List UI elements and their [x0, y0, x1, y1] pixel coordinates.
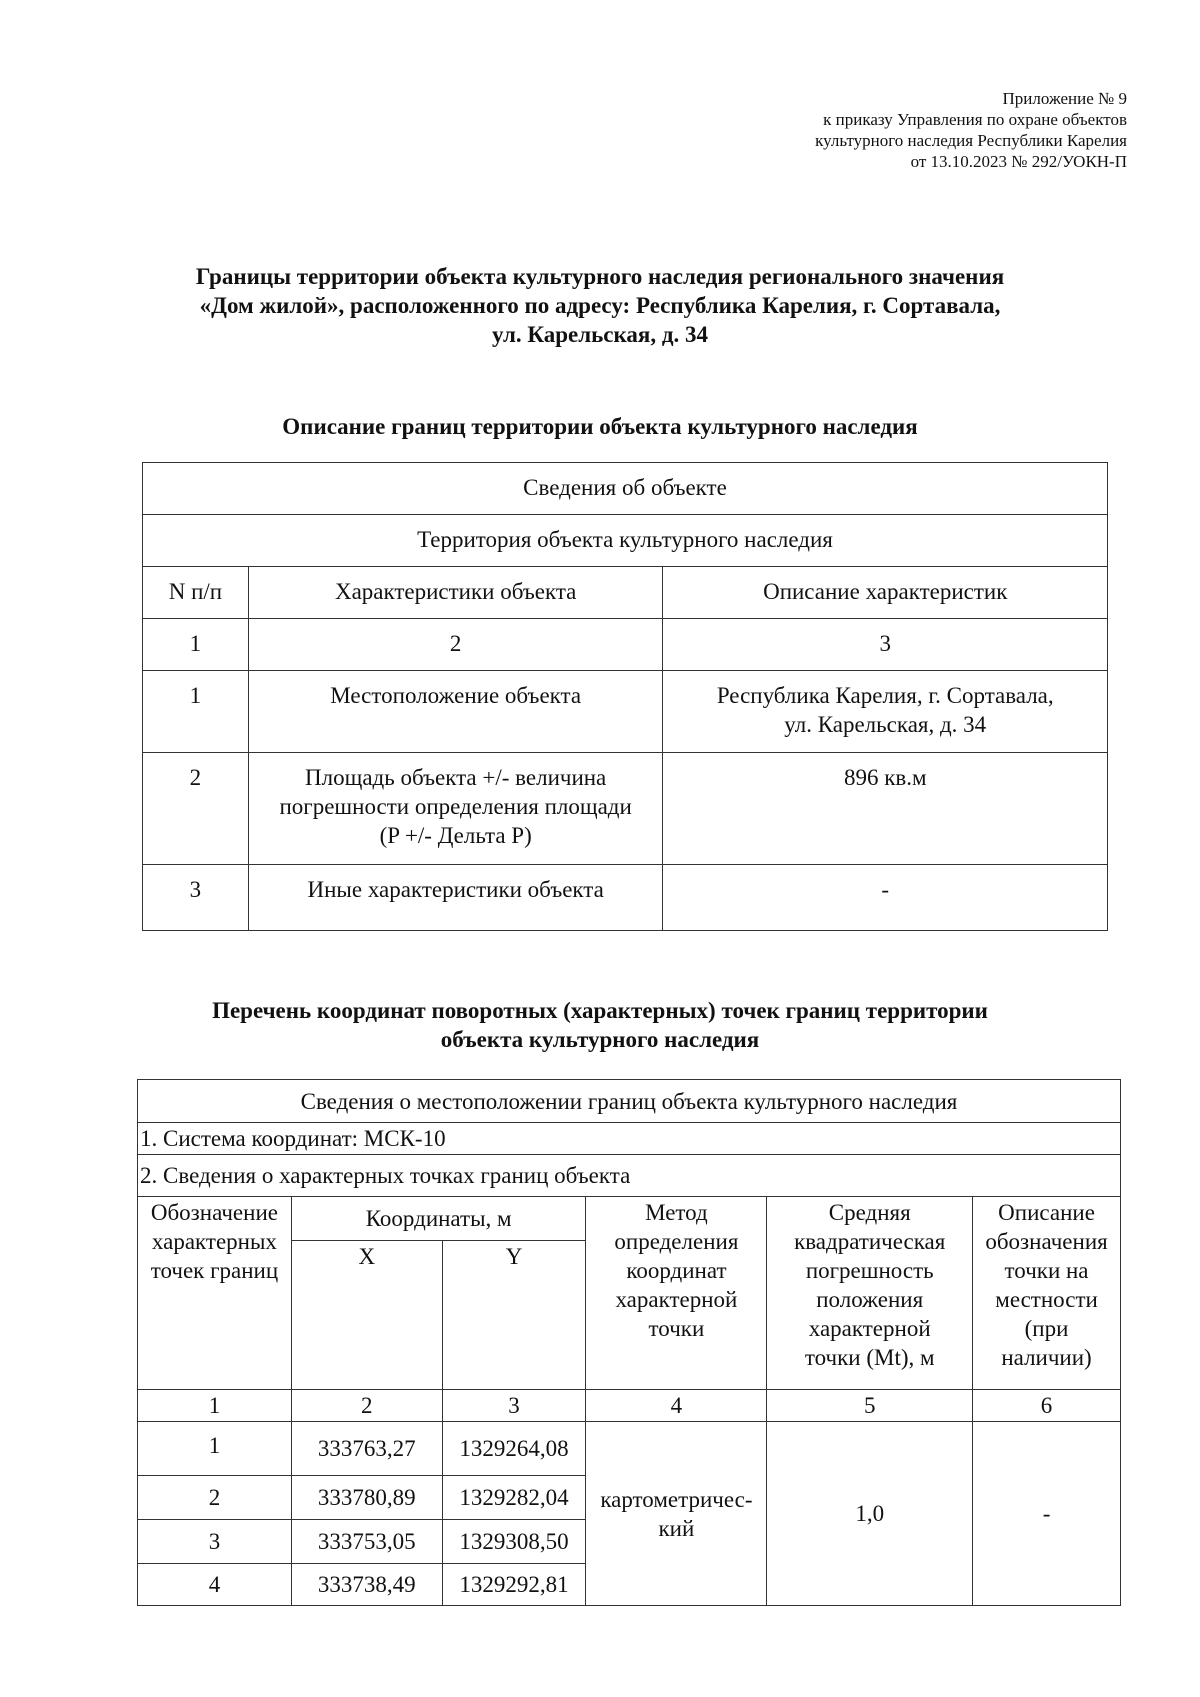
- coordinates-table-caption: Сведения о местоположении границ объекта культурного наследия: [138, 1080, 1121, 1123]
- coordinates-table: [137, 1079, 1121, 1606]
- title-line-3: ул. Карельская, д. 34: [492, 322, 708, 347]
- table-caption: Сведения об объекте: [143, 463, 1108, 515]
- table-row: [143, 671, 1108, 753]
- column-number: 2: [248, 619, 663, 671]
- table-row: [138, 1422, 1121, 1476]
- header-line: Описание: [998, 1200, 1095, 1225]
- header-line: наличии): [1001, 1345, 1092, 1370]
- point-number: 2: [138, 1476, 292, 1520]
- order-date-number: от 13.10.2023 № 292/УОКН-П: [910, 152, 1127, 171]
- header-line: характерной: [808, 1316, 931, 1341]
- header-line: квадратическая: [794, 1229, 946, 1254]
- header-line: местности: [995, 1287, 1098, 1312]
- point-x: 333738,49: [291, 1564, 442, 1606]
- column-number: 5: [767, 1390, 973, 1422]
- header-number: N п/п: [143, 567, 249, 619]
- order-reference: к приказу Управления по охране объектов: [823, 110, 1127, 129]
- point-number: 4: [138, 1564, 292, 1606]
- header-line: погрешность: [805, 1258, 934, 1283]
- location-line-2: ул. Карельская, д. 34: [784, 712, 987, 737]
- characteristic-value: -: [663, 865, 1108, 931]
- row-number: 2: [143, 753, 249, 865]
- header-line: определения: [614, 1229, 739, 1254]
- point-y: 1329282,04: [442, 1476, 586, 1520]
- header-coordinates: Координаты, м: [291, 1197, 586, 1241]
- column-number: 3: [663, 619, 1108, 671]
- characteristic-value: [663, 671, 1108, 753]
- header-characteristics: Характеристики объекта: [248, 567, 663, 619]
- column-number: 4: [586, 1390, 767, 1422]
- table-row: [143, 753, 1108, 865]
- point-number: 3: [138, 1520, 292, 1564]
- point-x: 333763,27: [291, 1422, 442, 1476]
- header-line: Метод: [645, 1200, 708, 1225]
- header-method: [586, 1197, 767, 1390]
- header-point-designation: [138, 1197, 292, 1390]
- row-number: 3: [143, 865, 249, 931]
- point-x: 333780,89: [291, 1476, 442, 1520]
- coordinates-heading-line-1: Перечень координат поворотных (характерных) точек границ территории: [212, 998, 988, 1023]
- column-number: 3: [442, 1390, 586, 1422]
- header-line: характерной: [615, 1287, 738, 1312]
- header-line: (при: [1024, 1316, 1069, 1341]
- object-description-table: [142, 462, 1108, 931]
- point-x: 333753,05: [291, 1520, 442, 1564]
- method-line-2: кий: [658, 1515, 695, 1541]
- header-line: Обозначение: [150, 1200, 278, 1225]
- header-description: Описание характеристик: [663, 567, 1108, 619]
- header-point-description: [973, 1197, 1121, 1390]
- characteristic-name: Иные характеристики объекта: [248, 865, 663, 931]
- coordinate-system: 1. Система координат: МСК-10: [138, 1123, 1121, 1155]
- appendix-header: [815, 88, 1127, 172]
- column-number: 1: [138, 1390, 292, 1422]
- area-label-line-1: Площадь объекта +/- величина: [305, 765, 607, 790]
- header-line: точки: [648, 1316, 705, 1341]
- point-y: 1329264,08: [442, 1422, 586, 1476]
- section-heading-coordinates: [100, 996, 1100, 1054]
- method-line-1: картометричес-: [600, 1486, 753, 1512]
- row-number: 1: [143, 671, 249, 753]
- column-number: 1: [143, 619, 249, 671]
- column-number: 6: [973, 1390, 1121, 1422]
- points-caption: 2. Сведения о характерных точках границ объекта: [138, 1155, 1121, 1197]
- title-line-1: Границы территории объекта культурного наследия регионального значения: [195, 264, 1005, 289]
- column-number: 2: [291, 1390, 442, 1422]
- header-line: точки на: [1004, 1258, 1089, 1283]
- characteristic-name: Местоположение объекта: [248, 671, 663, 753]
- point-number: 1: [138, 1422, 292, 1476]
- header-line: Средняя: [828, 1200, 911, 1225]
- header-line: точек границ: [150, 1258, 279, 1283]
- characteristic-name: [248, 753, 663, 865]
- coordinates-heading-line-2: объекта культурного наследия: [440, 1027, 760, 1052]
- area-label-line-2: погрешности определения площади: [279, 794, 632, 819]
- header-line: положения: [816, 1287, 924, 1312]
- header-y: Y: [442, 1241, 586, 1390]
- header-x: X: [291, 1241, 442, 1390]
- point-description-value: -: [973, 1422, 1121, 1606]
- table-subcaption: Территория объекта культурного наследия: [143, 515, 1108, 567]
- section-heading-description: Описание границ территории объекта культурного наследия: [282, 414, 918, 439]
- location-line-1: Республика Карелия, г. Сортавала,: [716, 683, 1054, 708]
- document-title: [100, 262, 1100, 349]
- method-value: [586, 1422, 767, 1606]
- table-row: [143, 865, 1108, 931]
- header-line: обозначения: [985, 1229, 1108, 1254]
- point-y: 1329292,81: [442, 1564, 586, 1606]
- title-line-2: «Дом жилой», расположенного по адресу: Республика Карелия, г. Сортавала,: [199, 293, 1001, 318]
- appendix-number: Приложение № 9: [1002, 89, 1127, 108]
- area-label-line-3: (P +/- Дельта P): [379, 823, 532, 848]
- mean-error-value: 1,0: [767, 1422, 973, 1606]
- order-authority: культурного наследия Республики Карелия: [815, 131, 1127, 150]
- characteristic-value: 896 кв.м: [663, 753, 1108, 865]
- header-mean-error: [767, 1197, 973, 1390]
- header-line: координат: [626, 1258, 727, 1283]
- point-y: 1329308,50: [442, 1520, 586, 1564]
- header-line: характерных: [151, 1229, 277, 1254]
- header-line: точки (Mt), м: [804, 1345, 935, 1370]
